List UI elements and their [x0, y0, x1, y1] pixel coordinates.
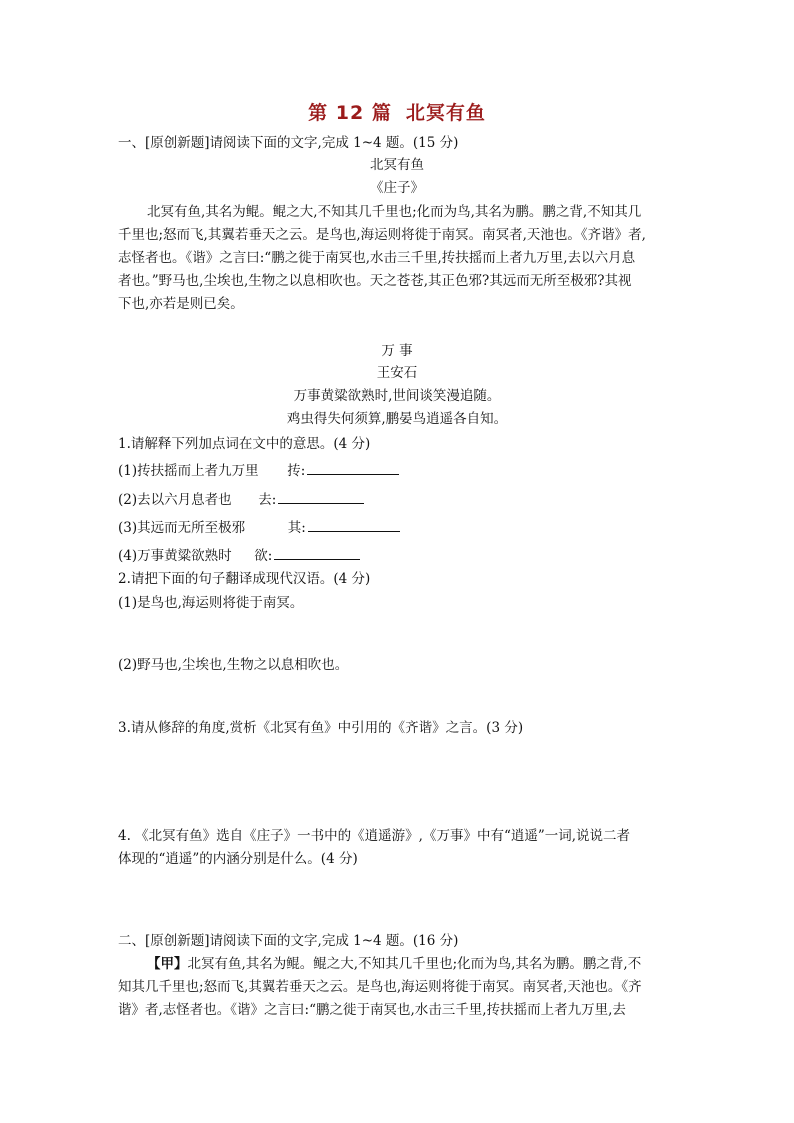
- q1-sentence: (2)去以六月息者也: [118, 492, 232, 508]
- title-name: 北冥有鱼: [405, 102, 486, 124]
- question-1-item: [118, 489, 364, 510]
- passage-line: 北冥有鱼,其名为鲲。鲲之大,不知其几千里也;化而为鸟,其名为鹏。鹏之背,不知其几: [147, 204, 642, 220]
- question-1-item: [118, 460, 399, 481]
- title-chapter: 第 12 篇: [308, 102, 392, 124]
- q1-word: 欲:: [254, 548, 273, 564]
- question-1-item: [118, 517, 400, 538]
- section2-line: 谐》者,志怪者也。《谐》之言曰:“鹏之徙于南冥也,水击三千里,抟扶摇而上者九万里,去: [118, 1002, 626, 1018]
- q1-sentence: (1)抟扶摇而上者九万里: [118, 463, 259, 479]
- q1-sentence: (3)其远而无所至极邪: [118, 520, 246, 536]
- q1-word: 去:: [258, 492, 277, 508]
- passage-line: 千里也;怒而飞,其翼若垂天之云。是鸟也,海运则将徙于南冥。南冥者,天池也。《齐谐》者,: [118, 227, 646, 243]
- passage-line: 下也,亦若是则已矣。: [118, 296, 244, 312]
- question-3-stem: 3.请从修辞的角度,赏析《北冥有鱼》中引用的《齐谐》之言。(3 分): [118, 720, 524, 736]
- q1-word: 其:: [287, 520, 306, 536]
- page-title: [0, 103, 794, 123]
- section2-line: [147, 954, 641, 974]
- question-2-item: (2)野马也,尘埃也,生物之以息相吹也。: [118, 657, 349, 673]
- answer-blank[interactable]: [307, 460, 399, 475]
- section2-text: 北冥有鱼,其名为鲲。鲲之大,不知其几千里也;化而为鸟,其名为鹏。鹏之背,不: [187, 956, 642, 972]
- section2-line: 知其几千里也;怒而飞,其翼若垂天之云。是鸟也,海运则将徙于南冥。南冥者,天池也。《齐: [118, 979, 642, 995]
- passage-source: 《庄子》: [370, 180, 424, 196]
- question-4-stem-line: 体现的“逍遥”的内涵分别是什么。(4 分): [118, 851, 358, 867]
- answer-blank[interactable]: [274, 545, 360, 560]
- poem-line: 鸡虫得失何须算,鹏晏鸟逍遥各自知。: [286, 411, 508, 427]
- poem-author: 王安石: [376, 365, 418, 381]
- answer-blank[interactable]: [308, 517, 400, 532]
- q1-word: 抟:: [287, 463, 306, 479]
- question-2-item: (1)是鸟也,海运则将徙于南冥。: [118, 595, 304, 611]
- q1-sentence: (4)万事黄粱欲熟时: [118, 548, 232, 564]
- poem-title: 万 事: [381, 343, 413, 359]
- answer-blank[interactable]: [278, 489, 364, 504]
- question-2-stem: 2.请把下面的句子翻译成现代汉语。(4 分): [118, 571, 371, 587]
- section1-header: 一、[原创新题]请阅读下面的文字,完成 1~4 题。(15 分): [118, 135, 459, 151]
- passage-line: 志怪者也。《谐》之言曰:“鹏之徙于南冥也,水击三千里,抟扶摇而上者九万里,去以六月息: [118, 250, 636, 266]
- jia-label: 【甲】: [147, 956, 188, 972]
- poem-line: 万事黄粱欲熟时,世间谈笑漫追随。: [293, 388, 501, 404]
- question-1-stem: 1.请解释下列加点词在文中的意思。(4 分): [118, 436, 371, 452]
- question-1-item: [118, 545, 360, 566]
- section2-header: 二、[原创新题]请阅读下面的文字,完成 1~4 题。(16 分): [118, 933, 459, 949]
- passage-title: 北冥有鱼: [370, 157, 424, 173]
- question-4-stem-line: 4. 《北冥有鱼》选自《庄子》一书中的《逍遥游》,《万事》中有“逍遥”一词,说说二者: [118, 828, 631, 844]
- passage-line: 者也。”野马也,尘埃也,生物之以息相吹也。天之苍苍,其正色邪?其远而无所至极邪?其视: [118, 273, 632, 289]
